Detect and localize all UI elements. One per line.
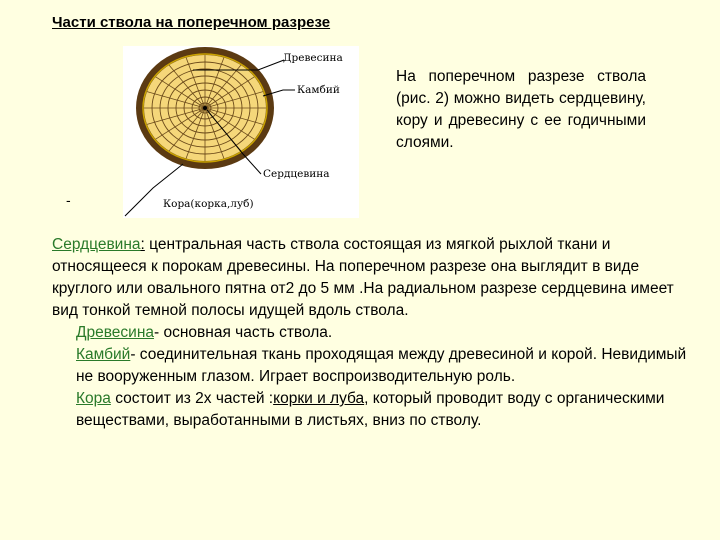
cambium-definition bbox=[52, 344, 702, 388]
pith-term: Сердцевина bbox=[52, 236, 141, 253]
bark-text-2: , который проводит воду с органическими веществами, выработанными в листьях, вниз по стволу. bbox=[76, 390, 665, 429]
cambium-term: Камбий bbox=[76, 346, 131, 363]
label-wood: Древесина bbox=[283, 52, 343, 64]
pith-sep: : bbox=[140, 236, 145, 253]
wood-term: Древесина bbox=[76, 324, 155, 341]
label-pith: Сердцевина bbox=[263, 168, 330, 180]
bark-text-1: состоит из 2х частей : bbox=[110, 390, 274, 407]
definitions-block bbox=[52, 234, 702, 432]
wood-text: - основная часть ствола. bbox=[154, 324, 333, 341]
pith-definition bbox=[52, 234, 702, 322]
pith-text: центральная часть ствола состоящая из мягкой рыхлой ткани и относящееся к порокам древесины. На поперечном разрезе она выглядит в виде круглого или овального пятна от2 до 5 мм .На радиальном разрезе сердцевина имеет вид тонкой темной полосы идущей вдоль ствола. bbox=[52, 236, 674, 319]
bark-term: Кора bbox=[76, 390, 111, 407]
bark-parts-link: корки и луба bbox=[273, 390, 365, 407]
cambium-text: - соединительная ткань проходящая между древесиной и корой. Невидимый не вооруженным глазом. Играет воспроизводительную роль. bbox=[76, 346, 687, 385]
trunk-cross-section-figure bbox=[123, 46, 359, 218]
pith-dot bbox=[203, 106, 207, 110]
wood-definition bbox=[52, 322, 702, 344]
stray-bullet: - bbox=[66, 192, 71, 208]
intro-paragraph: На поперечном разрезе ствола (рис. 2) можно видеть сердцевину, кору и древесину с ее годичными слоями. bbox=[396, 68, 646, 151]
slide-title: Части ствола на поперечном разрезе bbox=[52, 14, 331, 31]
label-bark: Кора(корка,луб) bbox=[163, 198, 254, 210]
label-cambium: Камбий bbox=[297, 84, 340, 96]
bark-definition bbox=[52, 388, 702, 432]
